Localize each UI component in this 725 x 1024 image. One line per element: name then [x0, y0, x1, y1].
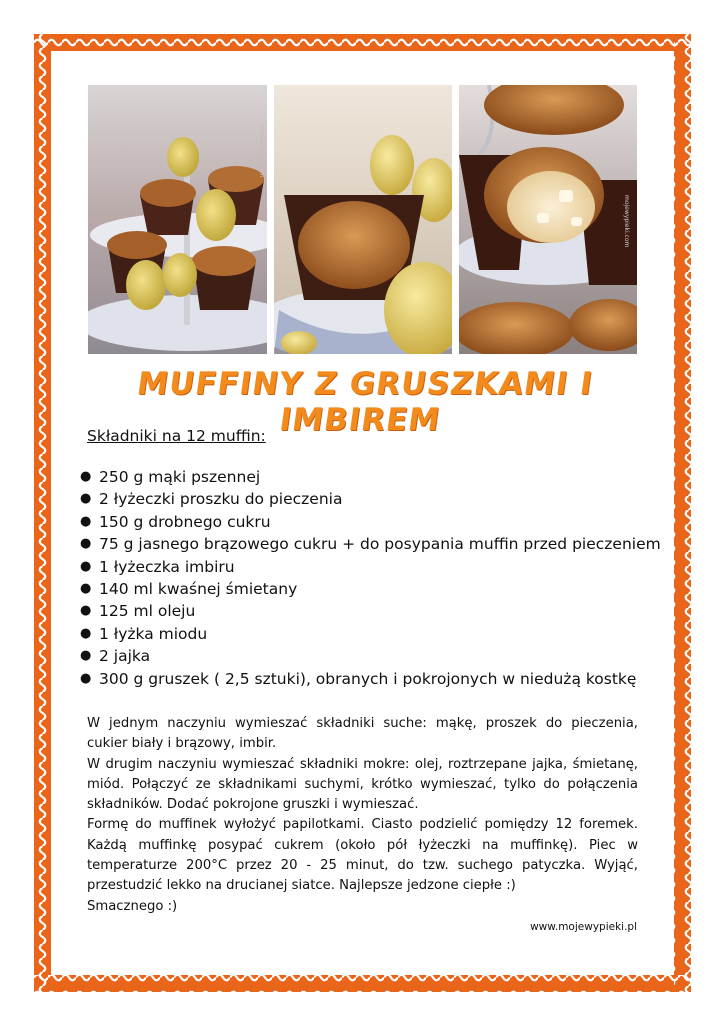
list-item [78, 556, 661, 578]
list-item [78, 600, 661, 622]
ingredient-text: 150 g drobnego cukru [99, 512, 271, 531]
ingredient-text: 2 jajka [99, 647, 151, 666]
bullet-icon: ● [80, 625, 92, 641]
photo-watermark-3: mojewypieki.com [623, 195, 630, 248]
ingredients-list [78, 466, 661, 690]
list-item [78, 533, 661, 555]
recipe-title: MUFFINY Z GRUSZKAMI I IMBIREM [134, 366, 596, 438]
photo-muffin-halved [459, 85, 637, 354]
list-item [78, 466, 661, 488]
muffin-halved-photo-icon [459, 85, 637, 354]
bullet-icon: ● [80, 469, 92, 484]
method-paragraph: Formę do muffinek wyłożyć papilotkami. Ciasto podzielić pomiędzy 12 foremek. Każdą muffinkę posypać cukrem (około pół łyżeczki na muffinkę). Piec w temperaturze 200°C przez 20 - 25 minut, do tzw. suchego patyczka. Wyjąć, przestudzić lekko na drucianej siatce. Najlepsze jedzone ciepłe :) [87, 817, 638, 894]
method-paragraph: Smacznego :) [87, 898, 178, 914]
list-item [78, 511, 661, 533]
ingredient-text: 140 ml kwaśnej śmietany [99, 580, 298, 599]
bullet-icon: ● [80, 603, 92, 619]
photo-watermark-1: mojewypieki.com [258, 125, 265, 178]
method-section [87, 714, 638, 917]
list-item [78, 578, 661, 600]
bullet-icon: ● [80, 648, 92, 664]
website-url: www.mojewypieki.pl [530, 921, 637, 933]
list-item [78, 488, 661, 510]
bullet-icon: ● [80, 581, 92, 597]
bullet-icon: ● [80, 670, 92, 686]
bullet-icon: ● [80, 558, 92, 574]
ingredient-text: 300 g gruszek ( 2,5 sztuki), obranych i pokrojonych w niedużą kostkę [99, 669, 637, 688]
ingredient-text: 1 łyżeczka imbiru [99, 557, 235, 576]
photo-muffins-on-stand [88, 85, 267, 354]
list-item [78, 645, 661, 667]
ingredient-text: 75 g jasnego brązowego cukru + do posypania muffin przed pieczeniem [99, 535, 661, 554]
ingredient-text: 2 łyżeczki proszku do pieczenia [99, 490, 343, 509]
photo-muffin-closeup [274, 85, 452, 354]
bullet-icon: ● [80, 491, 92, 507]
method-paragraph: W jednym naczyniu wymieszać składniki suche: mąkę, proszek do pieczenia, cukier biały i brązowy, imbir. [87, 716, 638, 752]
muffin-closeup-photo-icon [274, 85, 452, 354]
ingredient-text: 250 g mąki pszennej [99, 468, 261, 486]
list-item [78, 668, 661, 690]
bullet-icon: ● [80, 536, 92, 552]
method-paragraph: W drugim naczyniu wymieszać składniki mokre: olej, roztrzepane jajka, śmietanę, miód. Połączyć ze składnikami suchymi, krótko wymieszać, tylko do połączenia składników. Dodać pokrojone gruszki i wymieszać. [87, 756, 638, 813]
bullet-icon: ● [80, 513, 92, 529]
ingredient-text: 125 ml oleju [99, 602, 196, 621]
ingredient-text: 1 łyżka miodu [99, 624, 208, 643]
photo-strip [88, 85, 637, 354]
muffin-cake-stand-photo-icon [88, 85, 267, 354]
list-item [78, 623, 661, 645]
ingredients-heading: Składniki na 12 muffin: [87, 427, 266, 445]
